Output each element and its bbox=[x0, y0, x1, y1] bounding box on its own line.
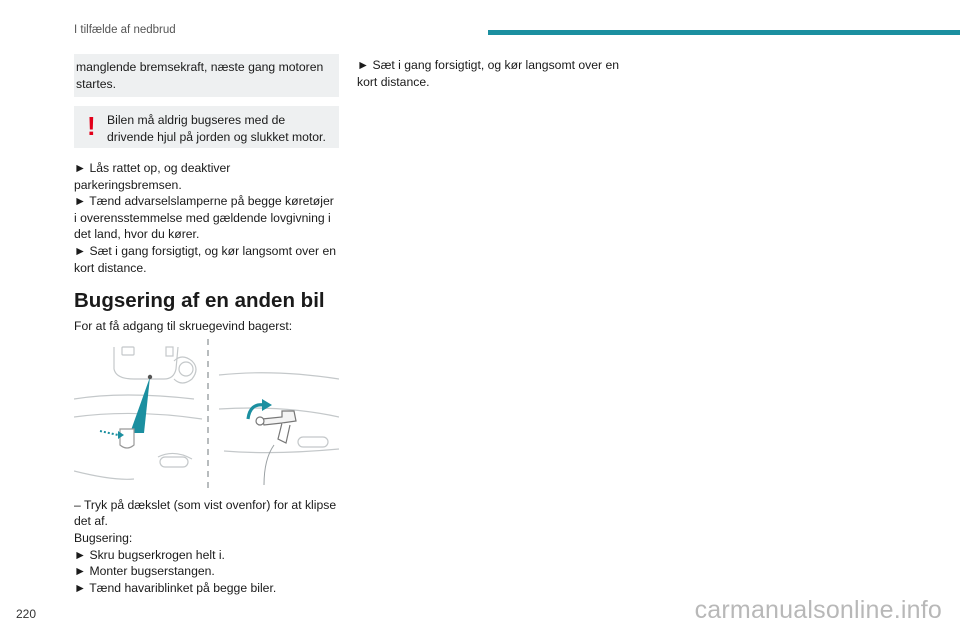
note-box-continued bbox=[74, 54, 339, 97]
page-number: 220 bbox=[16, 607, 37, 621]
header-title: I tilfælde af nedbrud bbox=[74, 24, 176, 36]
right-column bbox=[357, 57, 622, 90]
instruction-item: – Tryk på dækslet (som vist ovenfor) for at klipse det af. bbox=[74, 497, 337, 529]
step-item: ► Lås rattet op, og deaktiver parkeringsbremsen. bbox=[74, 161, 231, 192]
warning-text: Bilen må aldrig bugseres med de drivende hjul på jorden og slukket motor. bbox=[107, 113, 326, 144]
step-item: ► Tænd advarselslamperne på begge køretøjer i overensstemmelse med gældende lovgivning i det land, hvor du kører. bbox=[74, 194, 334, 242]
header-accent-bar bbox=[488, 30, 960, 35]
instruction-item: ► Skru bugserkrogen helt i. bbox=[74, 547, 225, 562]
left-column bbox=[74, 54, 339, 596]
exclamation-warning-icon: ! bbox=[87, 111, 96, 141]
instruction-item: Bugsering: bbox=[74, 530, 133, 545]
step-list bbox=[74, 160, 339, 276]
step-item: ► Sæt i gang forsigtigt, og kør langsomt over en kort distance. bbox=[357, 58, 620, 89]
section-heading: Bugsering af en anden bil bbox=[74, 289, 325, 313]
warning-box bbox=[74, 106, 339, 148]
instructions-after-figure bbox=[74, 497, 339, 597]
tow-hook-illustration-svg bbox=[74, 339, 339, 491]
watermark: carmanualsonline.info bbox=[694, 596, 942, 624]
note-continued-text: manglende bremsekraft, næste gang motoren startes. bbox=[76, 60, 324, 91]
instruction-item: ► Monter bugserstangen. bbox=[74, 564, 215, 579]
step-item: ► Sæt i gang forsigtigt, og kør langsomt over en kort distance. bbox=[74, 243, 337, 275]
section-intro: For at få adgang til skruegevind bagerst: bbox=[74, 319, 293, 334]
tow-hook-illustration bbox=[74, 339, 339, 491]
instruction-item: ► Tænd havariblinket på begge biler. bbox=[74, 580, 277, 595]
